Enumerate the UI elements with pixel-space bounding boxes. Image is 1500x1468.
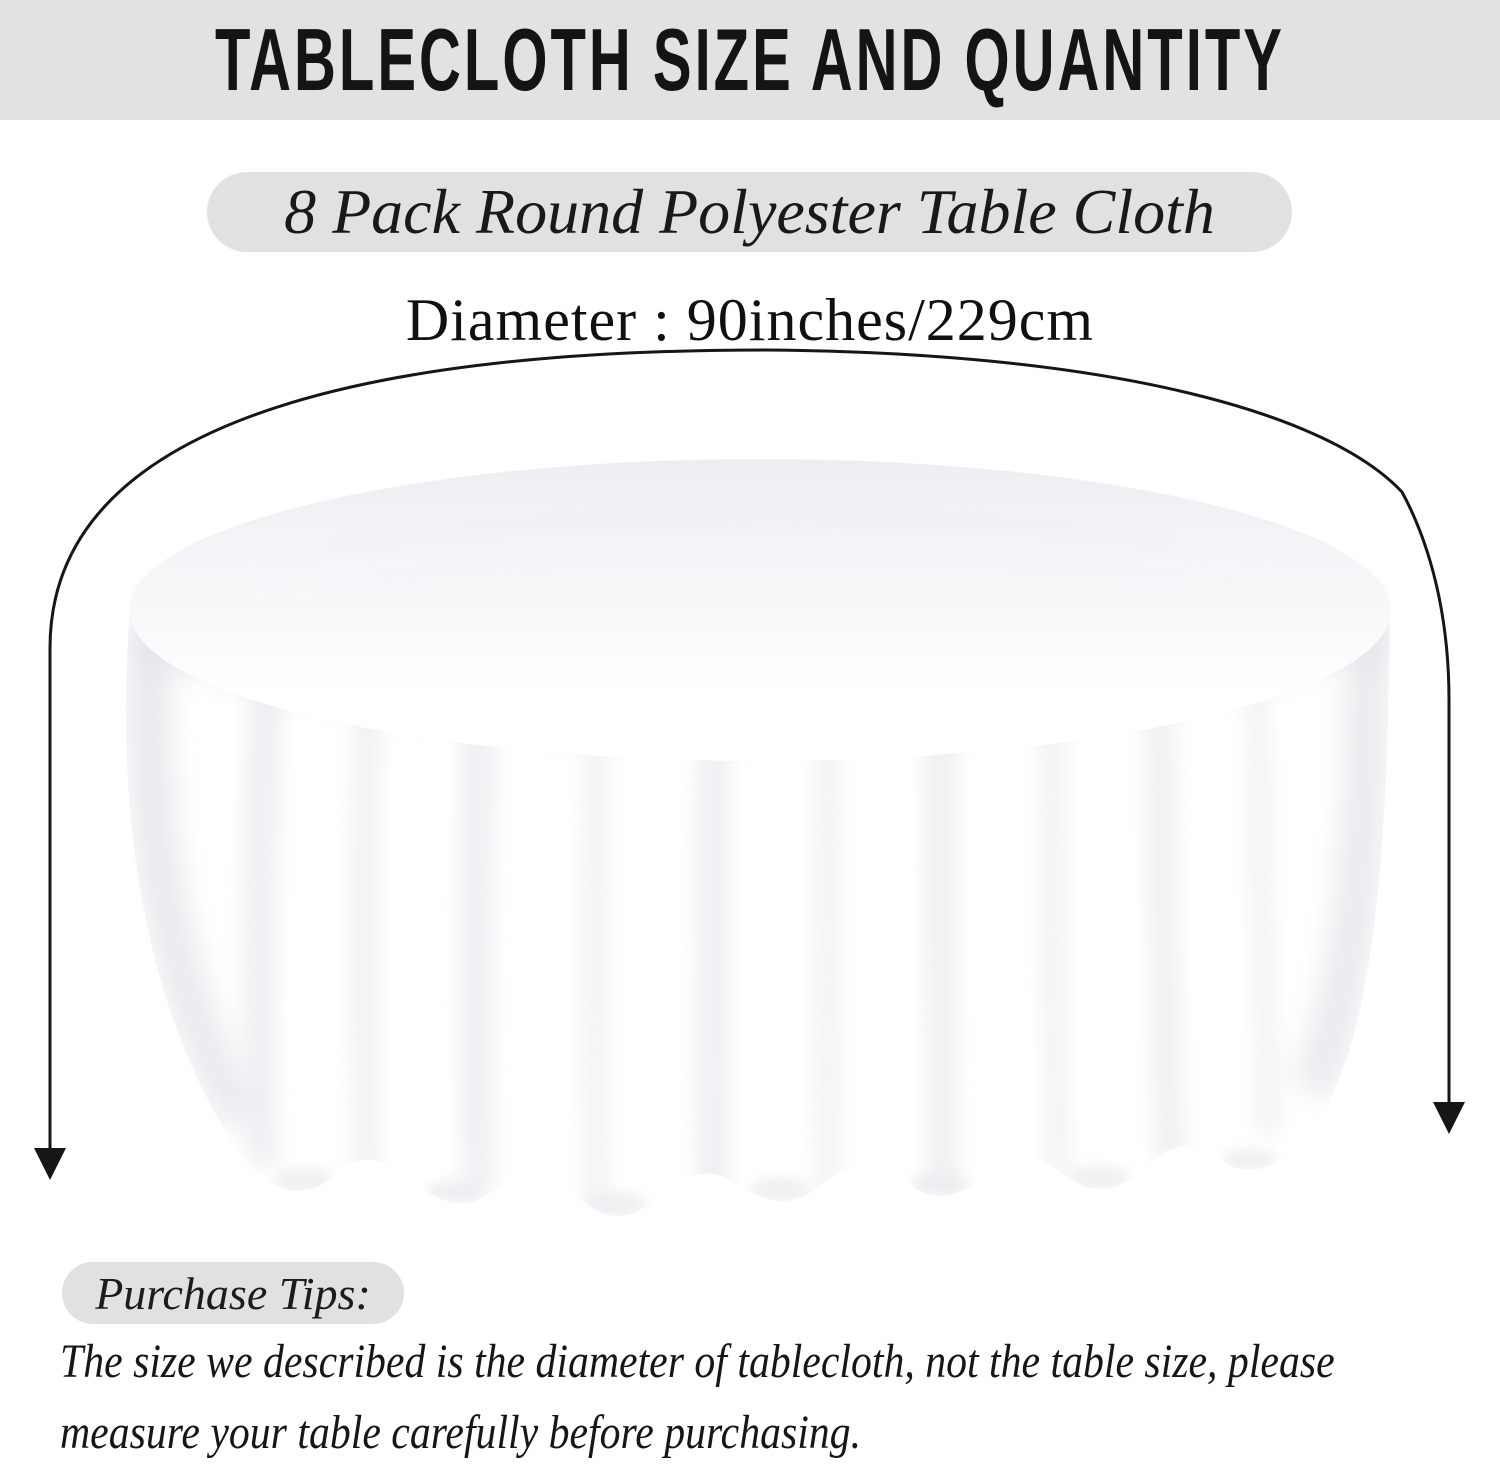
- header-band: [0, 0, 1500, 120]
- pack-size-pill: [207, 172, 1292, 252]
- tips-paragraph: [60, 1326, 1335, 1468]
- purchase-tips-pill: [62, 1262, 404, 1324]
- diameter-arrowhead-left: [34, 1148, 66, 1180]
- pack-size-label: 8 Pack Round Polyester Table Cloth: [284, 176, 1215, 247]
- tips-line-1: The size we described is the diameter of tablecloth, not the table size, please: [60, 1335, 1335, 1388]
- diameter-arrowhead-right: [1433, 1102, 1465, 1134]
- page-title: TABLECLOTH SIZE AND QUANTITY: [215, 10, 1285, 110]
- tips-line-2: measure your table carefully before purchasing.: [60, 1406, 862, 1459]
- tablecloth-illustration: [126, 459, 1391, 1218]
- tabletop-surface: [129, 459, 1391, 761]
- purchase-tips-title: Purchase Tips:: [95, 1267, 371, 1319]
- diameter-label: Diameter : 90inches/229cm: [405, 287, 1095, 353]
